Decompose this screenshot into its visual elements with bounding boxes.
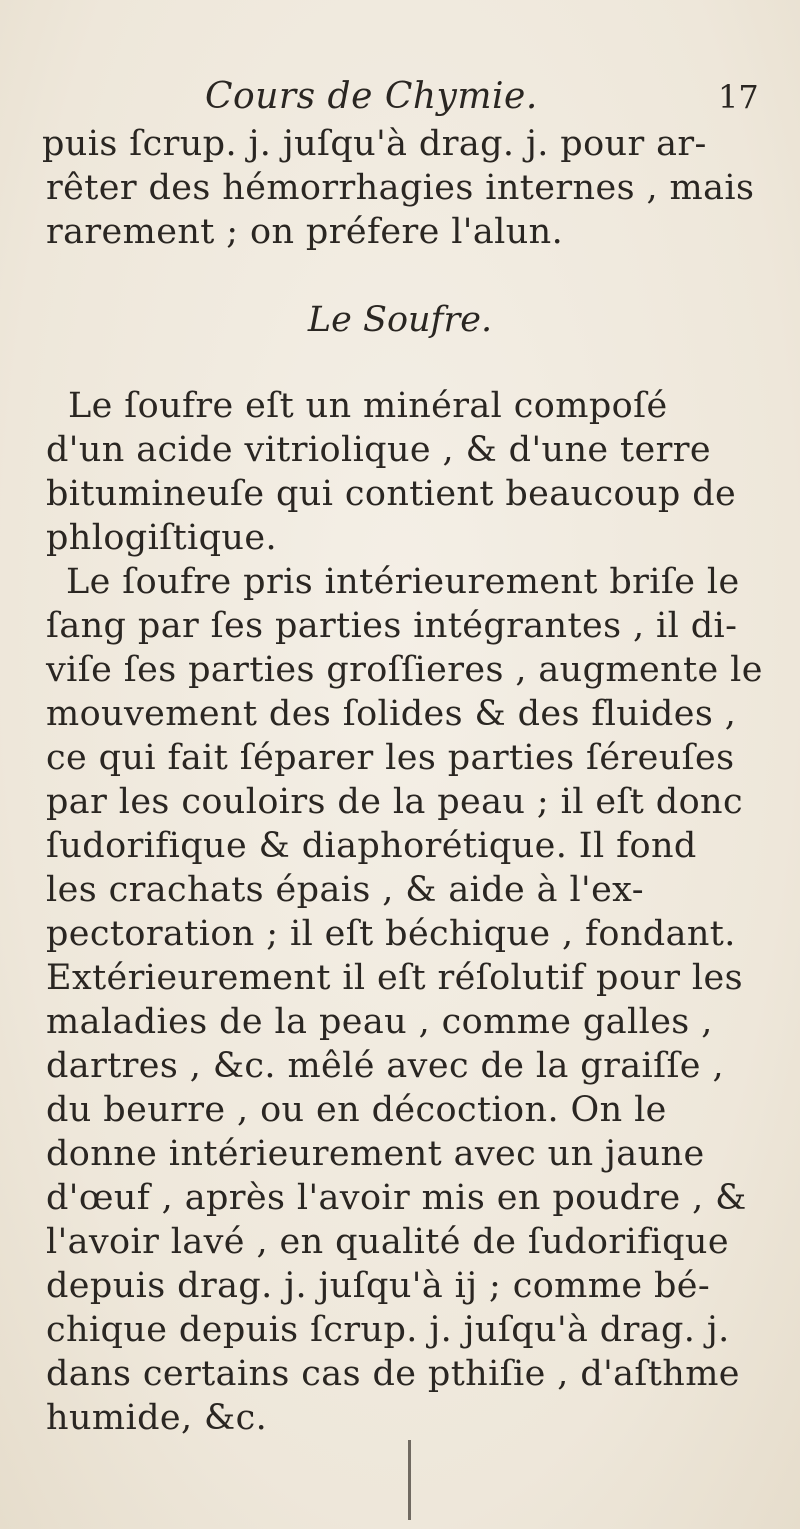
text-line: ſang par ſes parties intégrantes , il di-: [46, 606, 738, 646]
text-line: bitumineuſe qui contient beaucoup de: [46, 474, 737, 514]
text-line: rarement ; on préfere l'alun.: [46, 212, 564, 252]
text-line: ce qui fait ſéparer les parties ſéreuſes: [46, 738, 735, 778]
text-line: Le ſoufre eſt un minéral compoſé: [68, 386, 668, 426]
text-line: ſudorifique & diaphorétique. Il fond: [46, 826, 697, 866]
text-line: dartres , &c. mêlé avec de la graiſſe ,: [46, 1046, 724, 1086]
text-line: chique depuis ſcrup. j. juſqu'à drag. j.: [46, 1310, 730, 1350]
text-line: viſe ſes parties groſſieres , augmente le: [46, 650, 763, 690]
text-line: depuis drag. j. juſqu'à ij ; comme bé-: [46, 1266, 711, 1306]
text-line: rêter des hémorrhagies internes , mais: [46, 168, 755, 208]
text-line: puis ſcrup. j. juſqu'à drag. j. pour ar-: [42, 124, 707, 164]
text-line: les crachats épais , & aide à l'ex-: [46, 870, 644, 910]
text-line: mouvement des ſolides & des fluides ,: [46, 694, 737, 734]
text-line: donne intérieurement avec un jaune: [46, 1134, 705, 1174]
text-line: par les couloirs de la peau ; il eſt donc: [46, 782, 744, 822]
ink-mark: [408, 1440, 411, 1520]
page-number: 17: [718, 78, 759, 116]
page-header: [0, 76, 800, 116]
text-line: phlogiſtique.: [46, 518, 278, 558]
text-line: pectoration ; il eſt béchique , fondant.: [46, 914, 736, 954]
text-line: d'un acide vitriolique , & d'une terre: [46, 430, 711, 470]
text-line: du beurre , ou en décoction. On le: [46, 1090, 667, 1130]
text-line: maladies de la peau , comme galles ,: [46, 1002, 713, 1042]
text-line: Le ſoufre pris intérieurement briſe le: [66, 562, 740, 602]
text-line: dans certains cas de pthiſie , d'aſthme: [46, 1354, 740, 1394]
text-line: Extérieurement il eſt réſolutif pour les: [46, 958, 743, 998]
text-line: d'œuf , après l'avoir mis en poudre , &: [46, 1178, 747, 1218]
text-line: humide, &c.: [46, 1398, 268, 1438]
text-line: l'avoir lavé , en qualité de ſudorifique: [46, 1222, 729, 1262]
section-title: Le Soufre.: [307, 300, 493, 340]
running-title: Cours de Chymie.: [205, 76, 538, 117]
